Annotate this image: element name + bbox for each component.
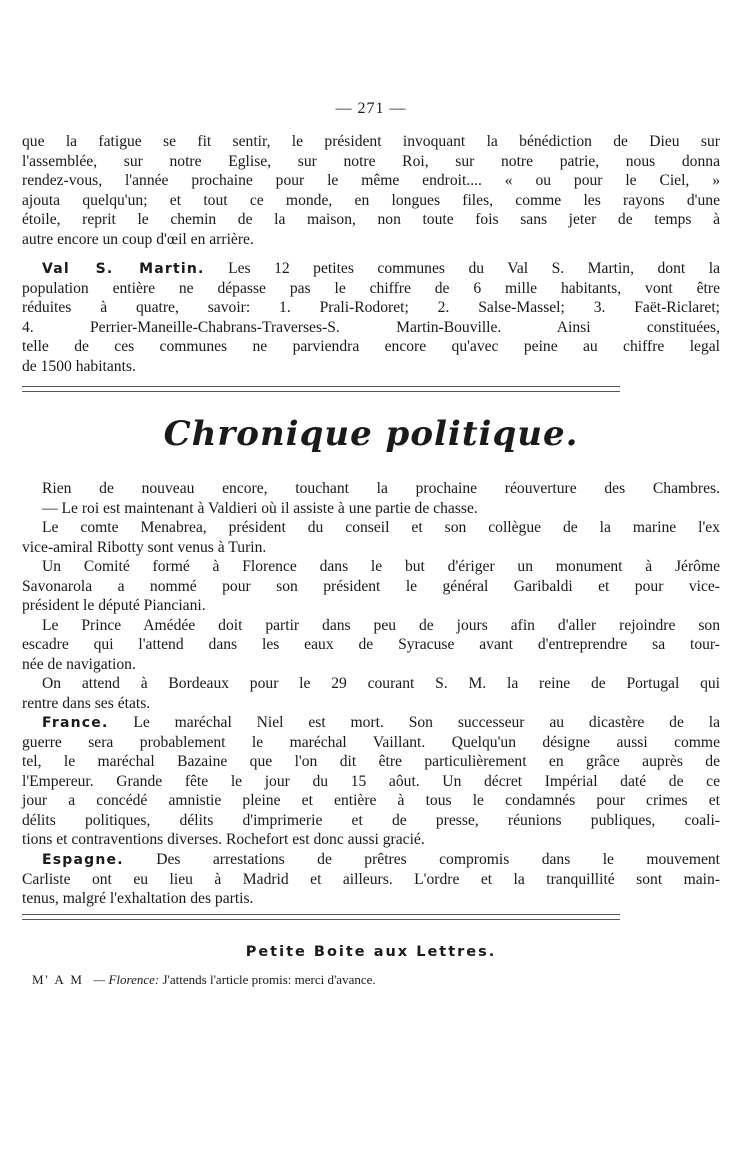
boite-title: Petite Boite aux Lettres. [245,944,497,960]
text-line: — Le roi est maintenant à Valdieri où il assiste à une partie de chasse. [42,499,478,517]
text-line: Un Comité formé à Florence dans le but d'ériger un monument à Jérôme [42,558,720,575]
france-paragraph [22,713,720,850]
page-number: — 271 — [335,100,407,117]
chronique-body [22,479,720,713]
val-martin-paragraph [22,259,720,376]
section-heading: France. [42,715,109,731]
text-fragment: Les 12 petites communes du Val S. Martin, dont la [228,260,720,277]
text-line: jour a concédé amnistie pleine et entière à tous le condamnés pour crimes et [22,792,720,809]
text-line: telle de ces communes ne parviendra encore qu'avec peine au chiffre legal [22,338,720,355]
text-line: Carliste ont eu lieu à Madrid et ailleurs. L'ordre et la tranquillité sont main- [22,870,720,888]
text-line: rentre dans ses états. [22,694,151,712]
intro-paragraph [22,132,720,249]
text-line: tel, le maréchal Bazaine que l'on dit être particulièrement en grâce auprès de [22,753,720,770]
text-line: Rien de nouveau encore, touchant la prochaine réouverture des Chambres. [42,480,720,497]
text-line: tenus, malgré l'exhaltation des partis. [22,890,254,907]
text-line: que la fatigue se fit sentir, le président invoquant la bénédiction de Dieu sur [22,133,720,150]
text-fragment: Le maréchal Niel est mort. Son successeur au dicastère de la [133,714,720,731]
text-line [22,713,720,733]
text-line [22,850,720,870]
boite-place: — Florence: [93,972,160,987]
section-divider [22,386,620,392]
section-heading: Espagne. [42,852,124,868]
text-line: escadre qui l'attend dans les eaux de Syracuse avant d'entreprendre sa tour- [22,636,720,653]
text-line: Le Prince Amédée doit partir dans peu de jours afin d'aller rejoindre son [42,616,720,634]
text-line: rendez-vous, l'année prochaine pour le même endroit.... « ou pour le Ciel, » [22,172,720,189]
text-line: guerre sera probablement le maréchal Vaillant. Quelqu'un désigne aussi comme [22,733,720,751]
text-line: tions et contraventions diverses. Rochefort est donc aussi gracié. [22,831,425,848]
text-line: née de navigation. [22,655,136,673]
text-line: ajouta quelqu'un; et tout ce monde, en longues files, comme les rayons d'une [22,191,720,209]
boite-entry [32,972,376,988]
text-line: délits politiques, délits d'imprimerie et de presse, réunions publiques, coali- [22,811,720,829]
text-line: l'assemblée, sur notre Eglise, sur notre Roi, sur notre patrie, nous donna [22,152,720,170]
text-line: autre encore un coup d'œil en arrière. [22,230,254,248]
text-line: l'Empereur. Grande fête le jour du 15 aôut. Un décret Impérial daté de ce [22,772,720,790]
espagne-paragraph [22,850,720,909]
text-line: 4. Perrier-Maneille-Chabrans-Traverses-S. Martin-Bouville. Ainsi constituées, [22,318,720,336]
text-line: Le comte Menabrea, président du conseil et son collègue de la marine l'ex [42,519,720,536]
text-line: réduites à quatre, savoir: 1. Prali-Rodoret; 2. Salse-Massel; 3. Faët-Riclaret; [22,299,720,316]
section-divider [22,914,620,920]
section-heading: Val S. Martin. [42,261,205,277]
text-line: Savonarola a nommé pour son président le général Garibaldi et pour vice- [22,577,720,595]
text-line: population entière ne dépasse pas le chiffre de 6 mille habitants, vont être [22,279,720,297]
text-fragment: Des arrestations de prêtres compromis dans le mouvement [156,851,720,868]
boite-initials: M' A M [32,972,84,987]
text-line: étoile, reprit le chemin de la maison, non toute fois sans jeter de temps à [22,211,720,228]
text-line: vice-amiral Ribotty sont venus à Turin. [22,538,267,556]
text-line [22,259,720,279]
boite-message: J'attends l'article promis: merci d'avance. [162,972,376,987]
text-line: On attend à Bordeaux pour le 29 courant S. M. la reine de Portugal qui [42,675,720,692]
text-line: président le député Pianciani. [22,597,206,614]
text-line: de 1500 habitants. [22,357,136,375]
chronique-title: Chronique politique. [163,414,579,454]
